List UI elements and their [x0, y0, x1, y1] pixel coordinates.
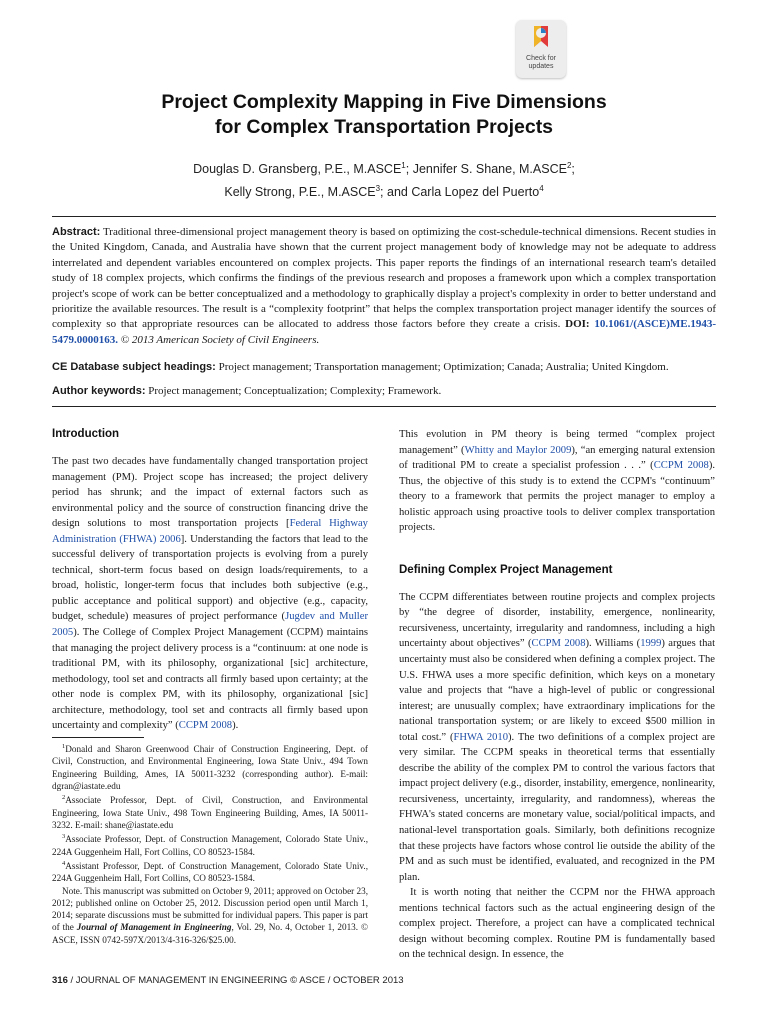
evolution-text-1: This evolution in PM theory is being termed “complex project management” (	[399, 429, 715, 456]
author-1-note[interactable]: 1	[401, 161, 406, 170]
definition-paragraph	[399, 590, 715, 885]
check-for-updates-badge[interactable]	[516, 20, 566, 78]
definition-text-2: ). Williams (	[585, 638, 641, 650]
page-number: 316	[52, 975, 68, 986]
author-keywords	[52, 384, 716, 399]
author-list	[0, 156, 768, 202]
abstract-text: Traditional three-dimensional project management theory is based on optimizing the cost-schedule-technical dimensions. Recent studies in the United Kingdom, Canada, and Australia have shown that the current project management body of knowledge may not be adequate to address interrelated and dependent variables encountered on complex projects. This paper reports the findings of an international research team's detailed study of 18 complex projects, which confirms the findings of the previous research and proposes a framework upon which a complex transportation project's scope of work can be better conceptualized and a methodology to graphically display a project's complexity in order to better understand and prioritize the available resources. The result is a “complexity footprint” that helps the complex transportation project manager identify the sources of complexity so that appropriate resources can be allocated to address those factors before they create a crisis.	[52, 226, 716, 331]
technical-factors-paragraph: It is worth noting that neither the CCPM nor the FHWA approach mentions technical factors such as the actual engineering design of the complex project. Therefore, a project can have a complicated technical design without becoming complex. Routine PM is fundamentally based on the technical design. In essence, the	[399, 887, 715, 961]
footnotes	[52, 741, 368, 946]
right-column	[399, 427, 715, 963]
evolution-text-2: ), “an emerging natural extension of traditional PM to create a specialist profession . . .” (	[399, 444, 715, 472]
footnote-4-marker: 4	[62, 859, 66, 867]
definition-text-1: The CCPM differentiates between routine projects and complex projects by “the degree of disorder, instability, emergence, nonlinearity, recursiveness, uncertainty, irregularity and randomness, including a high uncertainty about objectives” (	[399, 591, 715, 650]
author-3-note[interactable]: 3	[375, 184, 381, 194]
footnote-3	[52, 831, 368, 858]
citation-jugdev-muller-2005[interactable]: Jugdev and Muller 2005	[52, 611, 368, 639]
definition-text-3: ) argues that uncertainty must also be considered when defining a complex project. The U.S. FHWA uses a more specific definition, which keys on a monetary value and projects that “have a high-level of public or congressional interest; are unusually complex; have extraordinary implications for the national transportation system; or are likely to exceed $500 million in total cost.” (	[399, 638, 716, 743]
introduction-heading: Introduction	[52, 428, 120, 440]
author-4[interactable]: ; and Carla Lopez del Puerto	[380, 185, 540, 200]
footnote-4	[52, 858, 368, 885]
author-1[interactable]: Douglas D. Gransberg, P.E., M.ASCE	[193, 162, 402, 177]
ce-headings-text: Project management; Transportation management; Optimization; Canada; Australia; United Kingdom.	[218, 361, 669, 373]
citation-ccpm-2008-c[interactable]: CCPM 2008	[531, 638, 586, 650]
footnote-1	[52, 741, 368, 792]
author-separator: ;	[571, 162, 575, 177]
footnote-4-text: Assistant Professor, Dept. of Construction Management, Colorado State Univ., 224A Guggenheim Hall, Fort Collins, CO 80523-1584.	[52, 860, 368, 884]
footnote-divider	[52, 737, 144, 738]
author-4-note[interactable]: 4	[539, 184, 544, 194]
evolution-text-3: ). Thus, the objective of this study is to extend the CCPM's “continuum” theory to a framework that permits the project manager to employ a holistic approach using proactive tools to deliver complex transportation projects.	[399, 460, 715, 534]
footnote-3-marker: 3	[62, 833, 66, 841]
title-line-2: for Complex Transportation Projects	[214, 116, 554, 138]
introduction-paragraph	[52, 454, 368, 734]
citation-fhwa-2010[interactable]: FHWA 2010	[453, 731, 509, 743]
citation-fhwa-2006[interactable]: Federal Highway Administration (FHWA) 2006	[52, 518, 368, 545]
footnote-2-text: Associate Professor, Dept. of Civil, Construction, and Environmental Engineering, Iowa State Univ., 498 Town Engineering Building, Ames, IA 50011-3232. E-mail: shane@iastate.edu	[52, 795, 368, 830]
bookmark-ribbon-icon	[530, 24, 552, 50]
doi-label: DOI:	[565, 318, 590, 331]
paper-title	[0, 90, 768, 140]
footnote-1-text: Donald and Sharon Greenwood Chair of Construction Engineering, Dept. of Civil, Construction, and Environmental Engineering, Iowa State Univ., 494 Town Engineering Building, Ames, IA 50011-3232 (corresponding author). E-mail: dgran@iastate.edu	[52, 744, 368, 791]
footnote-2-marker: 2	[62, 794, 66, 802]
abstract-bottom-divider	[52, 406, 716, 407]
page-footer	[52, 975, 716, 986]
badge-line-1: Check for	[526, 55, 556, 62]
citation-ccpm-2008-b[interactable]: CCPM 2008	[653, 460, 709, 472]
abstract-label: Abstract:	[52, 226, 101, 238]
submission-note	[52, 885, 368, 946]
top-divider	[52, 216, 716, 217]
badge-line-2: updates	[528, 63, 554, 70]
ce-subject-headings	[52, 360, 716, 375]
note-text-2: , Vol. 29, No. 4, October 1, 2013. © ASCE, ISSN 0742-597X/2013/4-316-326/$25.00.	[52, 922, 368, 945]
intro-text-2: ]. Understanding the factors that lead to the successful delivery of transportation projects is evolving from a purely technical, short-term focus based on design loads/requirements, to a broad, holistic, longer-term focus that includes both subjective (e.g., public acceptance and political support) and objective (e.g., capacity, budget, schedule) measures of project performance (	[52, 533, 368, 623]
intro-text-3: ). The College of Complex Project Management (CCPM) maintains that managing the project delivery process is a “continuum: at one node is traditional PM, with its philosophy, organizational [sic] architecture, methodology, tool set and contracts all firmly based upon certainty; at the other node is complex PM, with its philosophy, organizational [sic] architecture, methodology, tool set and contracts all firmly based upon uncertainty and complexity” (	[52, 627, 368, 732]
doi-link[interactable]: 10.1061/(ASCE)ME.1943-5479.0000163.	[52, 318, 717, 346]
footnote-2	[52, 792, 368, 831]
note-journal-name: Journal of Management in Engineering	[76, 922, 232, 933]
left-column	[52, 427, 368, 734]
footnote-3-text: Associate Professor, Dept. of Construction Management, Colorado State Univ., 224A Guggenheim Hall, Fort Collins, CO 80523-1584.	[52, 834, 368, 857]
author-2-note[interactable]: 2	[566, 161, 572, 170]
ce-headings-label: CE Database subject headings:	[52, 361, 216, 373]
footnote-1-marker: 1	[62, 743, 66, 750]
intro-text-4: ).	[232, 720, 239, 732]
author-line-2	[0, 179, 768, 202]
defining-ccpm-heading: Defining Complex Project Management	[399, 563, 613, 576]
abstract	[52, 225, 716, 348]
citation-williams-1999[interactable]: 1999	[640, 638, 662, 650]
definition-text-4: ). The two definitions of a complex project are very similar. The CCPM speaks in theoretical terms that essentially describe the ability of the complex PM to control the various factors that impact project delivery (e.g., disorder, instability, emergence, nonlinearity, recursiveness, uncertainty, irregularity, and randomness), whereas the FHWA's stated concerns are monetary value, social/political impacts, and national-level transportation goals. Similarly, both definitions recognize that these projects have factors whose control lie outside the ability of the PM and as such must be identified, evaluated, and recognized in the PM plan.	[399, 731, 715, 883]
intro-text-1: The past two decades have fundamentally changed transportation project management (PM). Project scope has increased; the project delivery period has shrunk; and the impact of external factors such as environmental policy and the source of construction financing drive the design solutions to most transportation projects [	[52, 456, 368, 530]
title-line-1: Project Complexity Mapping in Five Dimensions	[161, 91, 607, 113]
author-line-1	[0, 156, 768, 179]
journal-running-footer: / JOURNAL OF MANAGEMENT IN ENGINEERING © ASCE / OCTOBER 2013	[67, 975, 404, 986]
evolution-paragraph	[399, 427, 715, 536]
author-keywords-label: Author keywords:	[52, 385, 146, 397]
copyright: © 2013 American Society of Civil Engineers.	[120, 333, 320, 346]
author-keywords-text: Project management; Conceptualization; Complexity; Framework.	[148, 385, 442, 397]
citation-ccpm-2008[interactable]: CCPM 2008	[178, 720, 233, 732]
note-text-1: Note. This manuscript was submitted on October 9, 2011; approved on October 23, 2012; published online on October 25, 2012. Discussion period open until March 1, 2014; separate discussions must be submitted for individual papers. This paper is part of the	[52, 885, 368, 933]
author-3[interactable]: Kelly Strong, P.E., M.ASCE	[224, 185, 376, 200]
author-2[interactable]: ; Jennifer S. Shane, M.ASCE	[405, 162, 567, 177]
citation-whitty-maylor-2009[interactable]: Whitty and Maylor 2009	[464, 444, 572, 456]
